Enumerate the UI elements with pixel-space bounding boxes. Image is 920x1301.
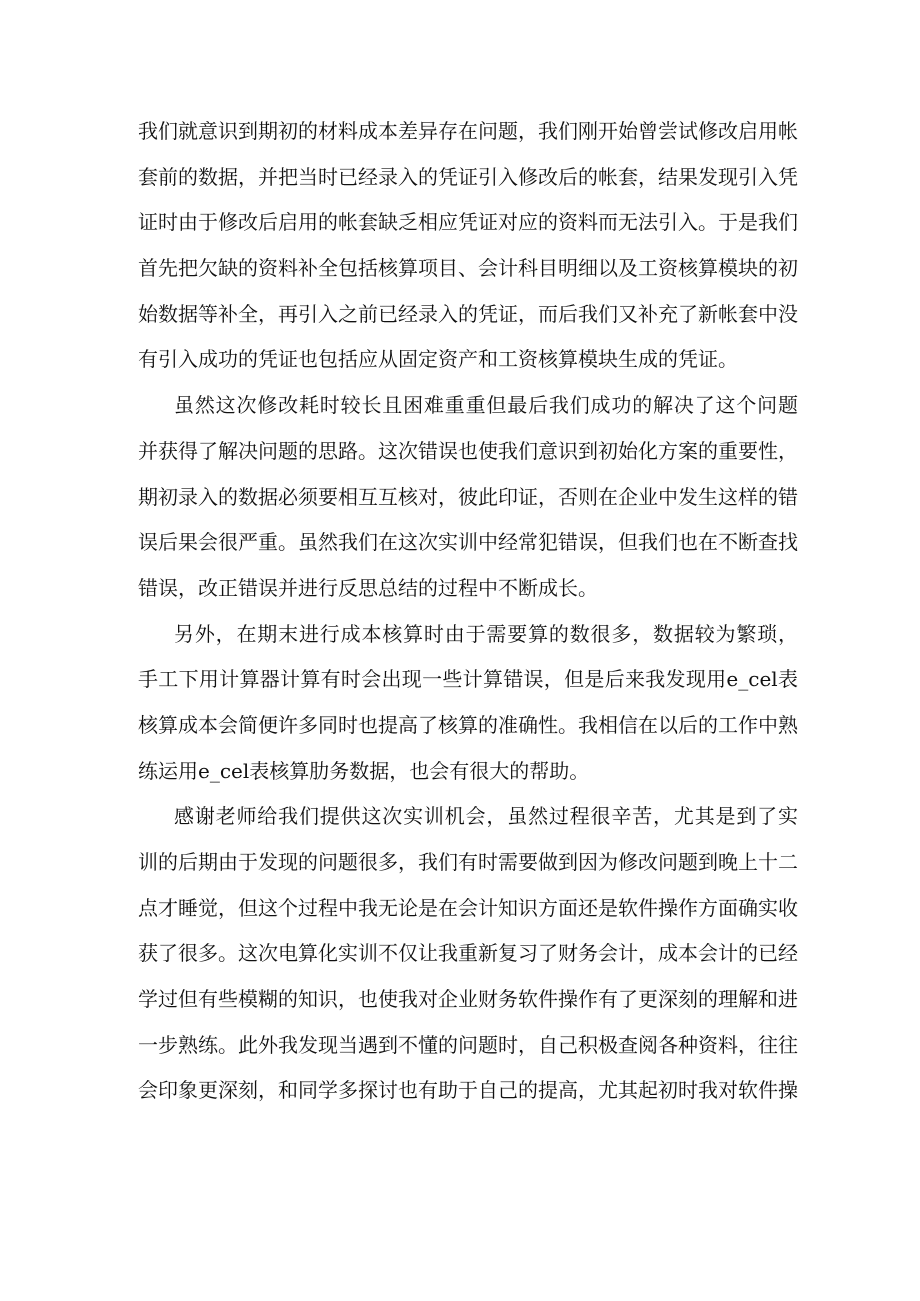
text-line: 期初录入的数据必须要相互互核对，彼此印证，否则在企业中发生这样的错 bbox=[138, 484, 798, 509]
paragraph-2 bbox=[138, 383, 798, 611]
paragraph-3 bbox=[138, 612, 798, 795]
text-line: 虽然这次修改耗时较长且困难重重但最后我们成功的解决了这个问题 bbox=[174, 393, 798, 418]
text-line: 会印象更深刻，和同学多探讨也有助于自己的提高，尤其起初时我对软件操 bbox=[138, 1078, 798, 1103]
text-line: 一步熟练。此外我发现当遇到不懂的问题时，自己积极查阅各种资料，往往 bbox=[138, 1032, 798, 1057]
text-line: 练运用e_cel表核算肋务数据，也会有很大的帮助。 bbox=[138, 758, 590, 783]
paragraph-4 bbox=[138, 794, 798, 1114]
text-line: 我们就意识到期初的材料成本差异存在问题，我们刚开始曾尝试修改启用帐 bbox=[138, 119, 798, 143]
text-line: 证时由于修改后启用的帐套缺乏相应凭证对应的资料而无法引入。于是我们 bbox=[138, 210, 798, 235]
text-line: 感谢老师给我们提供这次实训机会，虽然过程很辛苦，尤其是到了实 bbox=[174, 804, 798, 829]
text-line: 并获得了解决问题的思路。这次错误也使我们意识到初始化方案的重要性， bbox=[138, 438, 798, 463]
paragraph-1 bbox=[138, 109, 798, 383]
text-line: 核算成本会简便许多同时也提高了核算的准确性。我相信在以后的工作中熟 bbox=[138, 712, 798, 737]
text-line: 点才睡觉，但这个过程中我无论是在会计知识方面还是软件操作方面确实收 bbox=[138, 895, 798, 920]
text-line: 套前的数据，并把当时已经录入的凭证引入修改后的帐套，结果发现引入凭 bbox=[138, 164, 798, 189]
text-line: 误后果会很严重。虽然我们在这次实训中经常犯错误，但我们也在不断查找 bbox=[138, 530, 798, 555]
text-line: 始数据等补全，再引入之前已经录入的凭证，而后我们又补充了新帐套中没 bbox=[138, 301, 798, 326]
text-line: 错误，改正错误并进行反思总结的过程中不断成长。 bbox=[138, 575, 598, 600]
text-line: 获了很多。这次电算化实训不仅让我重新复习了财务会计，成本会计的已经 bbox=[138, 941, 798, 966]
text-line: 学过但有些模糊的知识，也使我对企业财务软件操作有了更深刻的理解和进 bbox=[138, 987, 798, 1012]
text-line: 另外，在期末进行成本核算时由于需要算的数很多，数据较为繁琐， bbox=[174, 621, 798, 646]
text-line: 手工下用计算器计算有时会出现一些计算错误，但是后来我发现用e_cel表 bbox=[138, 667, 798, 692]
text-line: 训的后期由于发现的问题很多，我们有时需要做到因为修改问题到晚上十二 bbox=[138, 850, 798, 874]
text-line: 首先把欠缺的资料补全包括核算项目、会计科目明细以及工资核算模块的初 bbox=[138, 256, 798, 281]
document-body bbox=[138, 109, 798, 1114]
text-line: 有引入成功的凭证也包括应从固定资产和工资核算模块生成的凭证。 bbox=[138, 347, 738, 372]
